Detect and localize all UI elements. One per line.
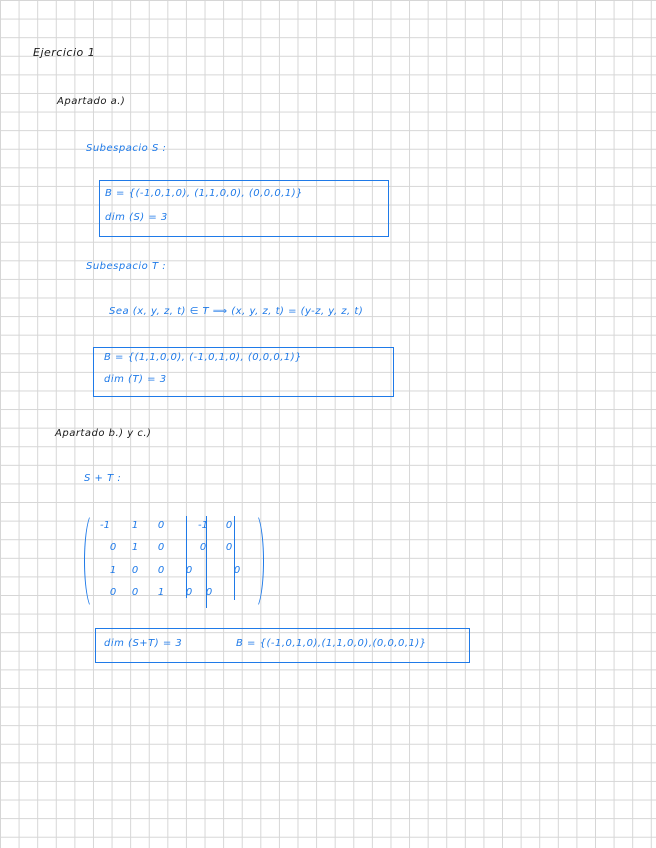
matrix-cell: 0 [131, 565, 139, 576]
matrix-cell: 0 [157, 542, 165, 553]
sum-basis: B = {(-1,0,1,0),(1,1,0,0),(0,0,0,1)} [236, 638, 427, 649]
matrix-cell: 0 [225, 520, 233, 531]
matrix-cell: 0 [109, 587, 117, 598]
matrix-cell: 1 [157, 587, 165, 598]
subspace-s-dim: dim (S) = 3 [105, 212, 168, 223]
part-bc-heading: Apartado b.) y c.) [55, 428, 152, 439]
matrix-cell: 0 [185, 565, 193, 576]
matrix-cell: -1 [198, 520, 208, 531]
subspace-t-dim: dim (T) = 3 [104, 374, 167, 385]
matrix-cell: 0 [199, 542, 207, 553]
part-a-heading: Apartado a.) [57, 96, 126, 107]
matrix-cell: 1 [131, 520, 139, 531]
matrix-cell: 0 [205, 587, 213, 598]
subspace-t-label: Subespacio T : [86, 261, 167, 272]
sum-matrix [84, 512, 264, 608]
matrix-cell: 1 [109, 565, 117, 576]
matrix-cell: 0 [225, 542, 233, 553]
matrix-cell: 0 [185, 587, 193, 598]
matrix-cell: 0 [233, 565, 241, 576]
matrix-cell: 0 [131, 587, 139, 598]
exercise-title: Ejercicio 1 [33, 46, 96, 59]
matrix-column-stroke [186, 516, 187, 598]
subspace-t-definition: Sea (x, y, z, t) ∈ T ⟹ (x, y, z, t) = (y-z, y, z, t) [109, 306, 364, 317]
subspace-t-basis: B = {(1,1,0,0), (-1,0,1,0), (0,0,0,1)} [104, 352, 303, 363]
matrix-cell: 0 [157, 520, 165, 531]
matrix-cell: 1 [131, 542, 139, 553]
sum-dim: dim (S+T) = 3 [104, 638, 183, 649]
subspace-s-basis: B = {(-1,0,1,0), (1,1,0,0), (0,0,0,1)} [105, 188, 304, 199]
matrix-right-paren [245, 512, 264, 610]
sum-label: S + T : [84, 473, 122, 484]
matrix-cell: 0 [157, 565, 165, 576]
matrix-cell: 0 [109, 542, 117, 553]
matrix-cell: -1 [100, 520, 110, 531]
subspace-s-label: Subespacio S : [86, 143, 167, 154]
